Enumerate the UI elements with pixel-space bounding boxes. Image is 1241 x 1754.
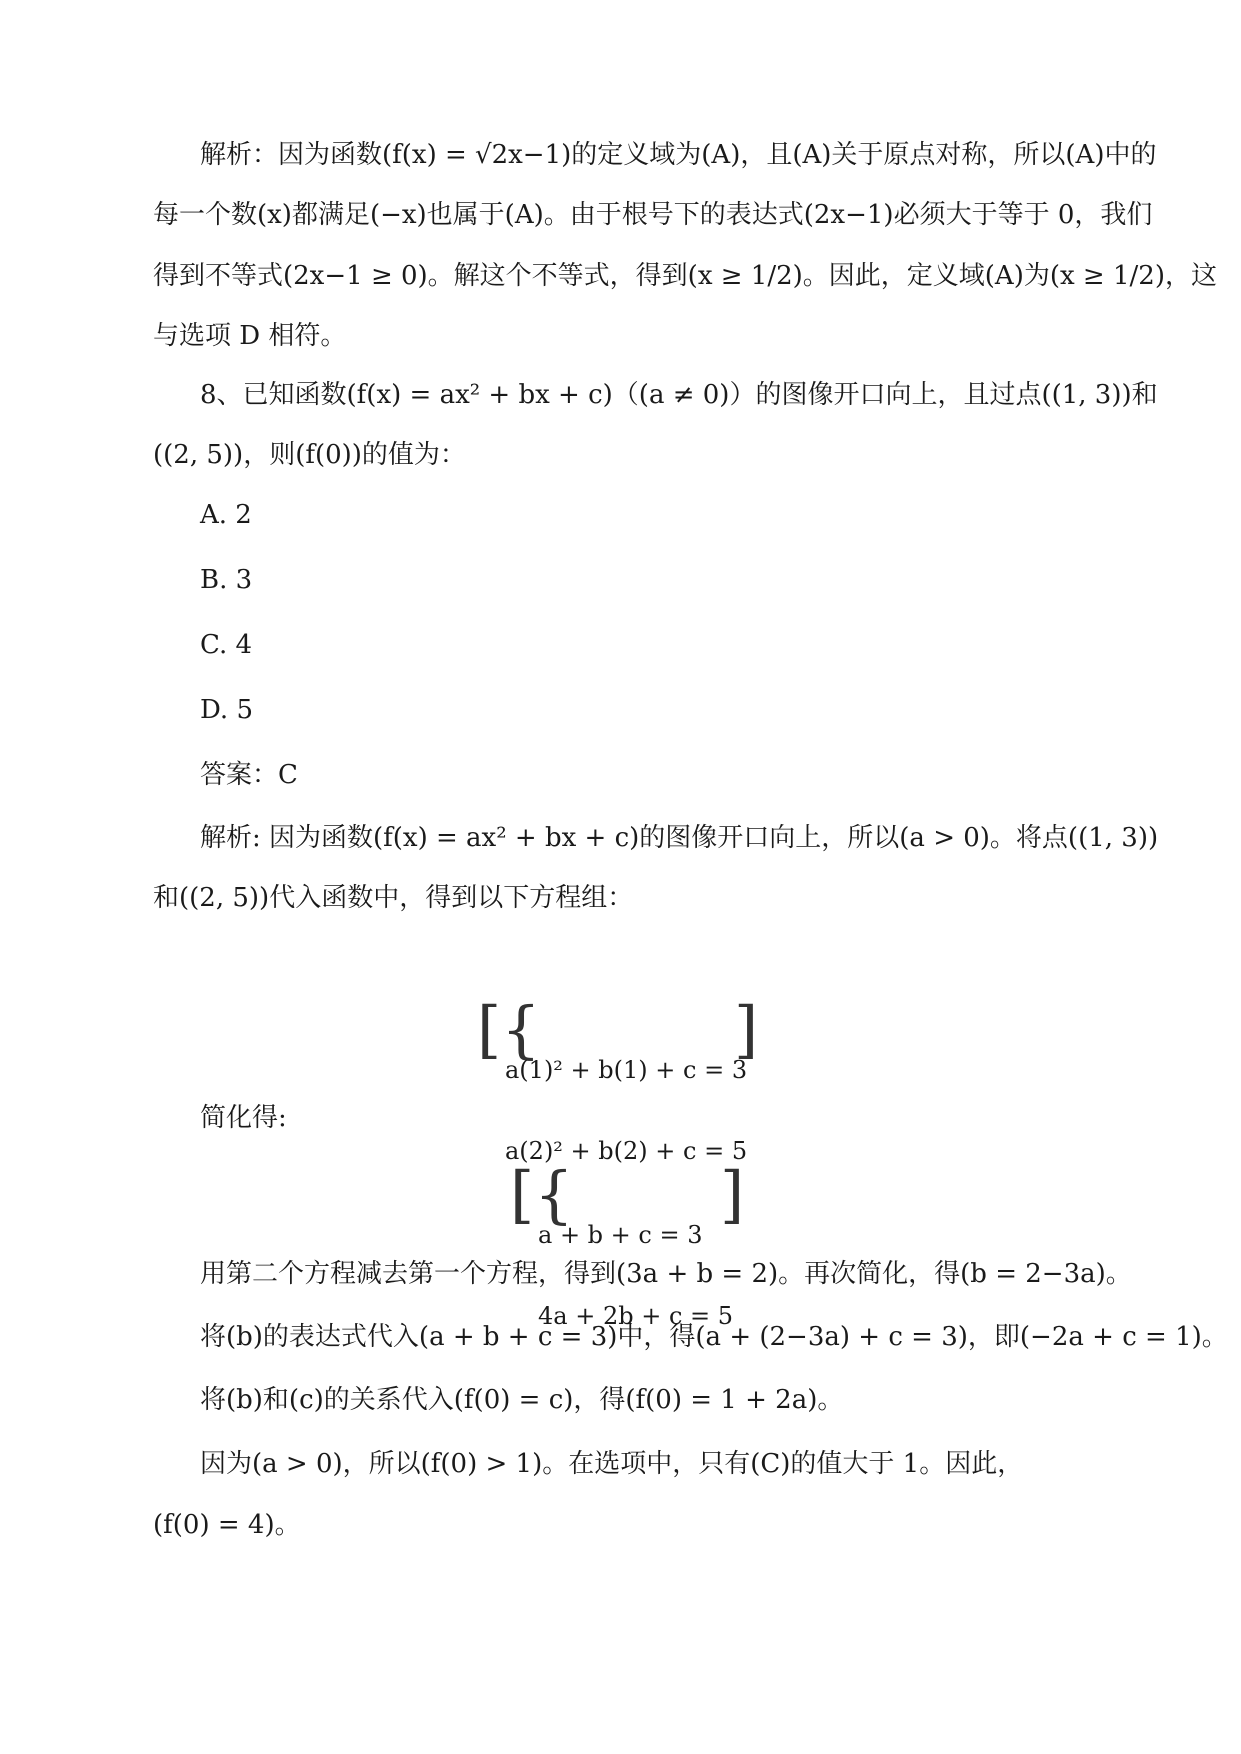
paragraph-line: 用第二个方程减去第一个方程，得到(3a + b = 2)。再次简化，得(b = 2−3a)。 xyxy=(200,1259,1132,1289)
paragraph-line: 因为(a > 0)，所以(f(0) > 1)。在选项中，只有(C)的值大于 1。因此， xyxy=(200,1449,1024,1479)
right-bracket: ] xyxy=(734,993,759,1066)
paragraph-line: 将(b)的表达式代入(a + b + c = 3)中，得(a + (2−3a) + c = 3)，即(−2a + c = 1)。 xyxy=(200,1322,1228,1352)
paragraph-line: (f(0) = 4)。 xyxy=(153,1510,301,1540)
right-bracket: ] xyxy=(720,1158,745,1231)
equation-row: a(1)² + b(1) + c = 3 xyxy=(505,1056,748,1084)
question-stem: ((2, 5))，则(f(0))的值为： xyxy=(153,440,466,470)
left-bracket: [{ xyxy=(477,993,541,1066)
paragraph-line: 将(b)和(c)的关系代入(f(0) = c)，得(f(0) = 1 + 2a)。 xyxy=(200,1385,844,1415)
answer-line: 答案：C xyxy=(200,760,298,790)
equation-row: 4a + 2b + c = 5 xyxy=(538,1302,734,1330)
equation-system-2 xyxy=(510,1158,745,1330)
paragraph-line: 得到不等式(2x−1 ≥ 0)。解这个不等式，得到(x ≥ 1/2)。因此，定义域(A)为(x ≥ 1/2)，这 xyxy=(153,261,1217,291)
equation-row: a(2)² + b(2) + c = 5 xyxy=(505,1137,748,1165)
option-a: A. 2 xyxy=(200,500,252,530)
equation-system-1 xyxy=(477,993,759,1165)
option-d: D. 5 xyxy=(200,695,253,725)
paragraph-line: 每一个数(x)都满足(−x)也属于(A)。由于根号下的表达式(2x−1)必须大于等于 0，我们 xyxy=(153,200,1153,230)
question-stem: 8、已知函数(f(x) = ax² + bx + c)（(a ≠ 0)）的图像开口向上，且过点((1, 3))和 xyxy=(200,380,1158,410)
paragraph-line: 解析: 因为函数(f(x) = ax² + bx + c)的图像开口向上，所以(a > 0)。将点((1, 3)) xyxy=(200,823,1159,853)
paragraph-line: 简化得: xyxy=(200,1103,287,1133)
paragraph-line: 与选项 D 相符。 xyxy=(153,321,347,351)
paragraph-line: 解析：因为函数(f(x) = √2x−1)的定义域为(A)，且(A)关于原点对称，所以(A)中的 xyxy=(200,140,1157,170)
left-bracket: [{ xyxy=(510,1158,574,1231)
equation-row: a + b + c = 3 xyxy=(538,1221,703,1249)
paragraph-line: 和((2, 5))代入函数中，得到以下方程组： xyxy=(153,883,634,913)
option-b: B. 3 xyxy=(200,565,253,595)
option-c: C. 4 xyxy=(200,630,253,660)
